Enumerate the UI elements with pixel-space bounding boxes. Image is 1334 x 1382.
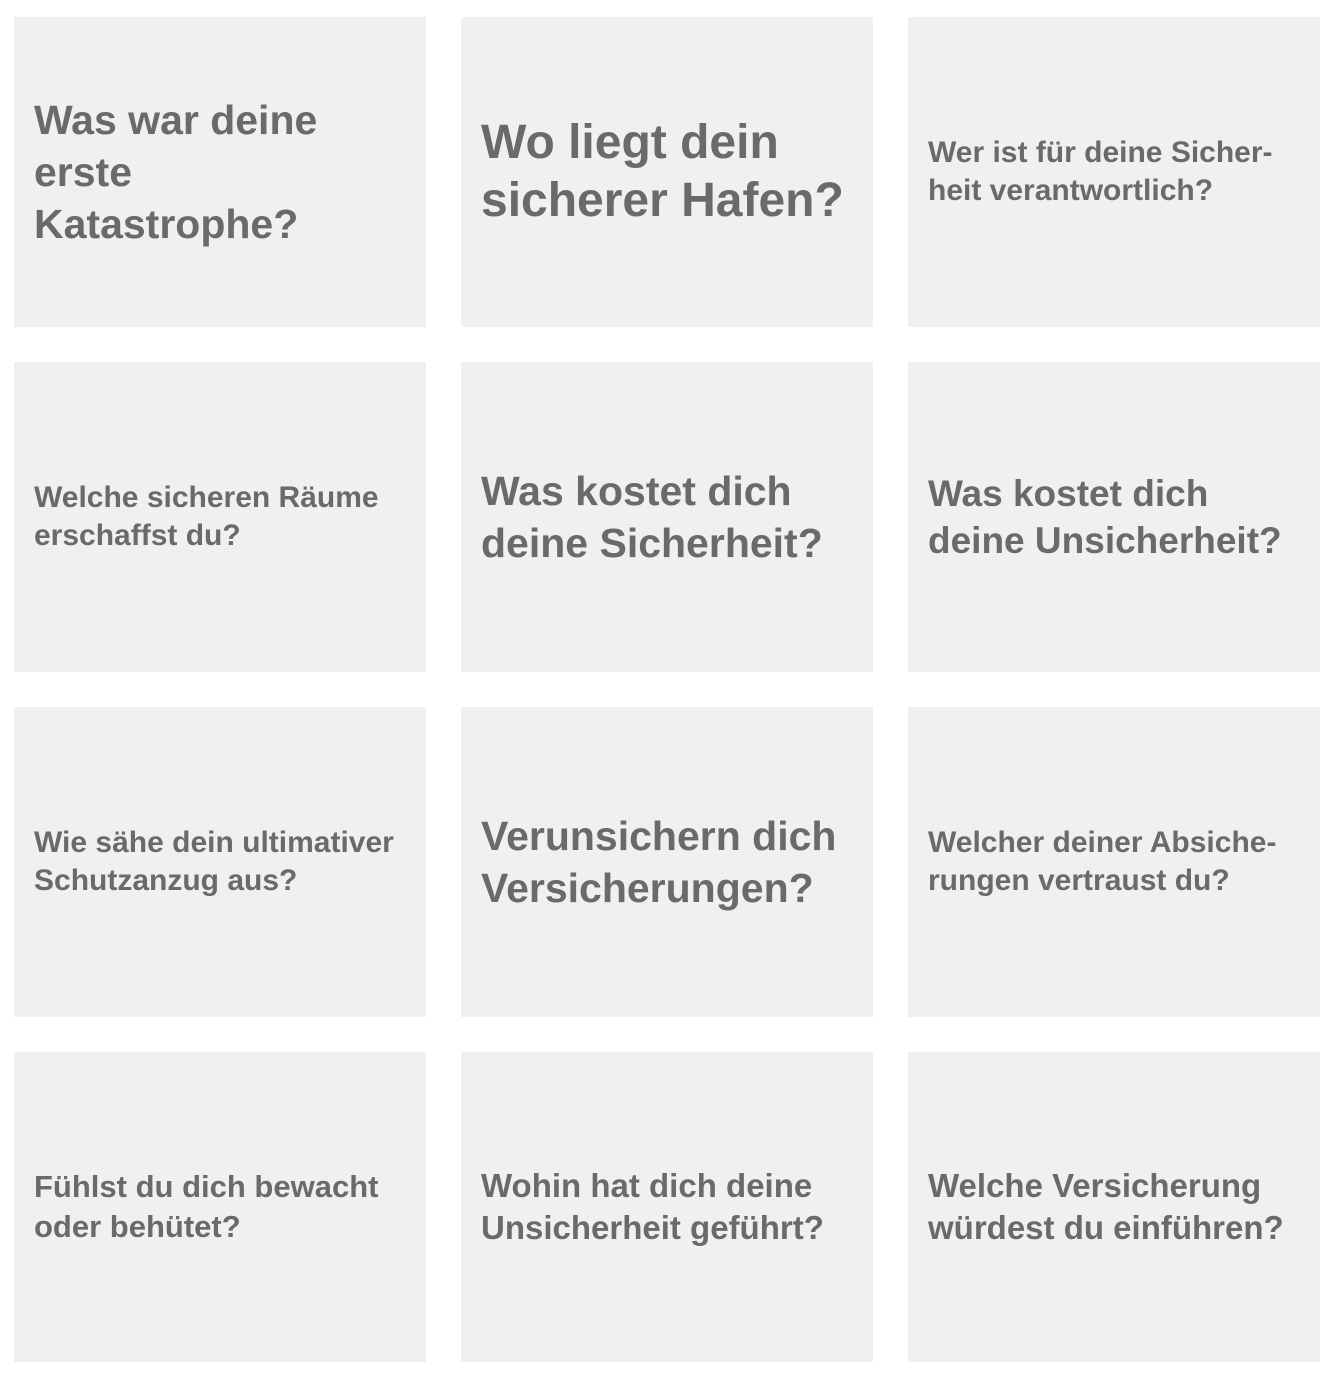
question-card-6[interactable] (908, 362, 1320, 672)
question-text: Was kostet dich deine Sicherheit? (481, 468, 823, 566)
question-card-1[interactable] (14, 17, 426, 327)
question-card-3[interactable] (908, 17, 1320, 327)
question-card-12[interactable] (908, 1052, 1320, 1362)
question-text: Wohin hat dich deine Unsicherheit geführt? (481, 1167, 824, 1246)
question-card-7[interactable] (14, 707, 426, 1017)
question-card-10[interactable] (14, 1052, 426, 1362)
question-card-2[interactable] (461, 17, 873, 327)
question-card-grid (14, 17, 1320, 1362)
question-card-9[interactable] (908, 707, 1320, 1017)
question-text: Welche sicheren Räume erschaffst du? (34, 481, 379, 552)
question-card-5[interactable] (461, 362, 873, 672)
question-text: Was war deine erste Katastrophe? (34, 97, 318, 247)
question-text: Welche Versicherung würdest du einführen? (928, 1167, 1284, 1246)
question-text: Welcher deiner Absiche- rungen vertraust du? (928, 826, 1277, 897)
question-text: Wer ist für deine Sicher- heit verantwortlich? (928, 136, 1273, 207)
question-text: Was kostet dich deine Unsicherheit? (928, 473, 1282, 561)
question-card-4[interactable] (14, 362, 426, 672)
question-text: Wo liegt dein sicherer Hafen? (481, 116, 844, 227)
question-text: Verunsichern dich Versicherungen? (481, 813, 837, 911)
question-text: Wie sähe dein ultimativer Schutzanzug aus? (34, 826, 394, 897)
question-text: Fühlst du dich bewacht oder behütet? (34, 1169, 379, 1244)
question-card-11[interactable] (461, 1052, 873, 1362)
question-card-8[interactable] (461, 707, 873, 1017)
